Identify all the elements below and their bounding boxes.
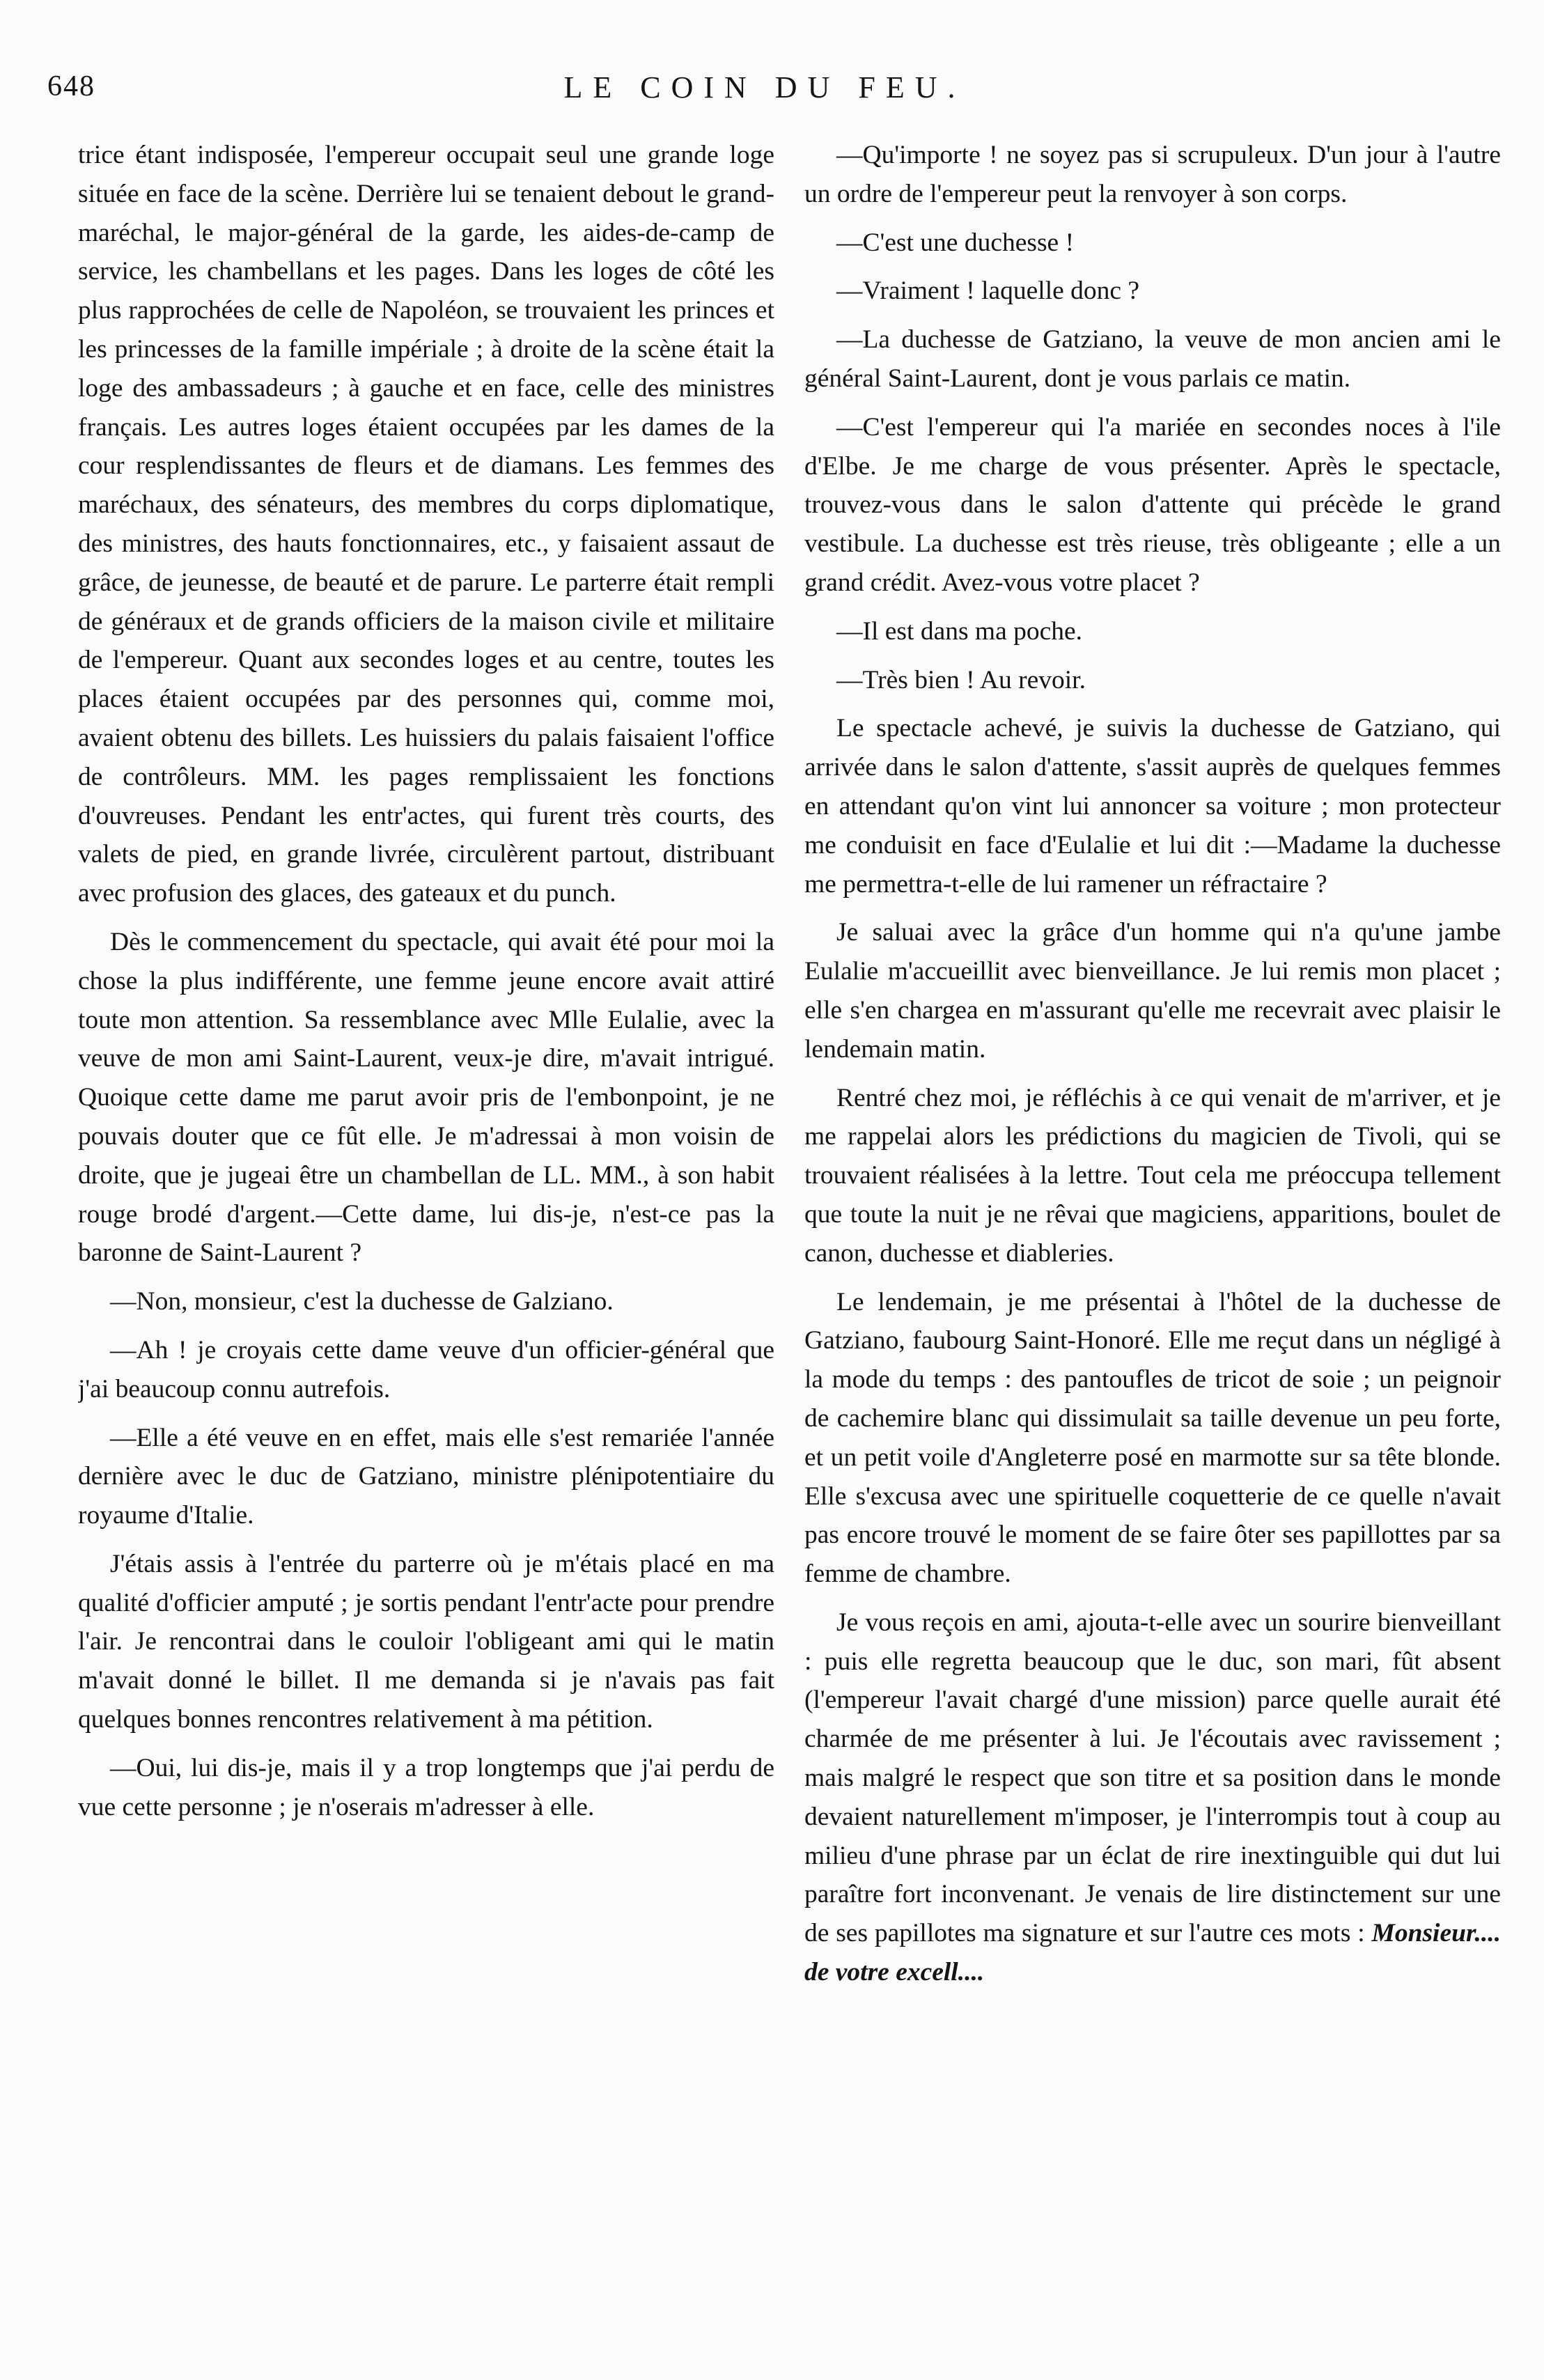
left-column <box>78 136 774 2330</box>
paragraph: Dès le commencement du spectacle, qui avait été pour moi la chose la plus indifférente, une femme jeune encore avait attiré toute mon attention. Sa ressemblance avec Mlle Eulalie, avec la veuve de mon ami Saint-Laurent, veux-je dire, m'avait intrigué. Quoique cette dame me parut avoir pris de l'embonpoint, je ne pouvais douter que ce fût elle. Je m'adressai à mon voisin de droite, que je jugeai être un chambellan de LL. MM., à son habit rouge brodé d'argent.—Cette dame, lui dis-je, n'est-ce pas la baronne de Saint-Laurent ? <box>78 927 774 1268</box>
paragraph: —Elle a été veuve en en effet, mais elle s'est remariée l'année dernière avec le duc de Gatziano, ministre plénipotentiaire du royaume d'Italie. <box>78 1423 774 1530</box>
paragraph: Le spectacle achevé, je suivis la duchesse de Gatziano, qui arrivée dans le salon d'attente, s'assit auprès de quelques femmes en attendant qu'on vint lui annoncer sa voiture ; mon protecteur me conduisit en face d'Eulalie et lui dit :—Madame la duchesse me permettra-t-elle de lui ramener un réfractaire ? <box>804 714 1501 899</box>
paragraph-text: Je vous reçois en ami, ajouta-t-elle avec un sourire bienveillant : puis elle regretta beaucoup que le duc, son mari, fût absent (l'empereur l'avait chargé d'une mission) parce quelle aurait été charmée de me présenter à lui. Je l'écoutais avec ravissement ; mais malgré le respect que son titre et sa position dans le monde devaient naturellement m'imposer, je l'interrompis tout à coup au milieu d'une phrase par un éclat de rire inextinguible qui dut lui paraître fort inconvenant. Je venais de lire distinctement sur une de ses papillotes ma signature et sur l'autre ces mots : <box>804 1608 1501 1948</box>
paragraph: —Non, monsieur, c'est la duchesse de Galziano. <box>110 1287 614 1316</box>
paragraph: trice étant indisposée, l'empereur occupait seul une grande loge située en face de la scène. Derrière lui se tenaient debout le grand-maréchal, le major-général de la garde, les aides-de-camp de service, les chambellans et les pages. Dans les loges de côté les plus rapprochées de celle de Napoléon, se trouvaient les princes et les princesses de la famille impériale ; à droite de la scène était la loge des ambassadeurs ; à gauche et en face, celle des ministres français. Les autres loges étaient occupées par les dames de la cour resplendissantes de fleurs et de diamans. Les femmes des maréchaux, des sénateurs, des membres du corps diplomatique, des ministres, des hauts fonctionnaires, etc., y faisaient assaut de grâce, de jeunesse, de beauté et de parure. Le parterre était rempli de généraux et de grands officiers de la maison civile et militaire de l'empereur. Quant aux secondes loges et au centre, toutes les places étaient occupées par des personnes qui, comme moi, avaient obtenu des billets. Les huissiers du palais faisaient l'office de contrôleurs. MM. les pages remplissaient les fonctions d'ouvreuses. Pendant les entr'actes, qui furent très courts, des valets de pied, en grande livrée, circulèrent partout, distribuant avec profusion des glaces, des gateaux et du punch. <box>78 141 774 908</box>
paragraph: —Très bien ! Au revoir. <box>836 665 1086 694</box>
paragraph: —C'est une duchesse ! <box>836 228 1075 257</box>
running-head <box>47 70 1482 111</box>
final-paragraph <box>804 1603 1501 1992</box>
closing-signature: Monsieur.... de votre excell.... <box>804 1919 1501 1987</box>
paragraph: —Qu'importe ! ne soyez pas si scrupuleux. D'un jour à l'autre un ordre de l'empereur peut la renvoyer à son corps. <box>804 141 1501 208</box>
paragraph: —Oui, lui dis-je, mais il y a trop longtemps que j'ai perdu de vue cette personne ; je n'oserais m'adresser à elle. <box>78 1753 774 1821</box>
paragraph: —Ah ! je croyais cette dame veuve d'un officier-général que j'ai beaucoup connu autrefois. <box>78 1335 774 1403</box>
paragraph: —La duchesse de Gatziano, la veuve de mon ancien ami le général Saint-Laurent, dont je vous parlais ce matin. <box>804 325 1501 393</box>
right-column <box>804 136 1501 2330</box>
running-title: LE COIN DU FEU. <box>563 70 966 104</box>
paragraph: Rentré chez moi, je réfléchis à ce qui venait de m'arriver, et je me rappelai alors les prédictions du magicien de Tivoli, qui se trouvaient réalisées à la lettre. Tout cela me préoccupa tellement que toute la nuit je ne rêvai que magiciens, apparitions, boulet de canon, duchesse et diableries. <box>804 1083 1501 1268</box>
paragraph: —C'est l'empereur qui l'a mariée en secondes noces à l'ile d'Elbe. Je me charge de vous présenter. Après le spectacle, trouvez-vous dans le salon d'attente qui précède le grand vestibule. La duchesse est très rieuse, très obligeante ; elle a un grand crédit. Avez-vous votre placet ? <box>804 412 1501 597</box>
paragraph: Le lendemain, je me présentai à l'hôtel de la duchesse de Gatziano, faubourg Saint-Honoré. Elle me reçut dans un négligé à la mode du temps : des pantoufles de tricot de soie ; un peignoir de cachemire blanc qui dissimulait sa taille devenue un peu forte, et un petit voile d'Angleterre posé en marmotte sur sa tête blonde. Elle s'excusa avec une spirituelle coquetterie de ce quelle n'avait pas encore trouvé le moment de se faire ôter ses papillottes par sa femme de chambre. <box>804 1287 1501 1589</box>
paragraph: —Vraiment ! laquelle donc ? <box>836 277 1140 306</box>
paragraph: J'étais assis à l'entrée du parterre où je m'étais placé en ma qualité d'officier amputé ; je sortis pendant l'entr'acte pour prendre l'air. Je rencontrai dans le couloir l'obligeant ami qui le matin m'avait donné le billet. Il me demanda si je n'avais pas fait quelques bonnes rencontres relativement à ma pétition. <box>78 1549 774 1734</box>
page-number: 648 <box>47 70 95 102</box>
paragraph: —Il est dans ma poche. <box>836 616 1083 646</box>
paragraph: Je saluai avec la grâce d'un homme qui n'a qu'une jambe Eulalie m'accueillit avec bienveillance. Je lui remis mon placet ; elle s'en chargea en m'assurant qu'elle me recevrait avec plaisir le lendemain matin. <box>804 918 1501 1064</box>
